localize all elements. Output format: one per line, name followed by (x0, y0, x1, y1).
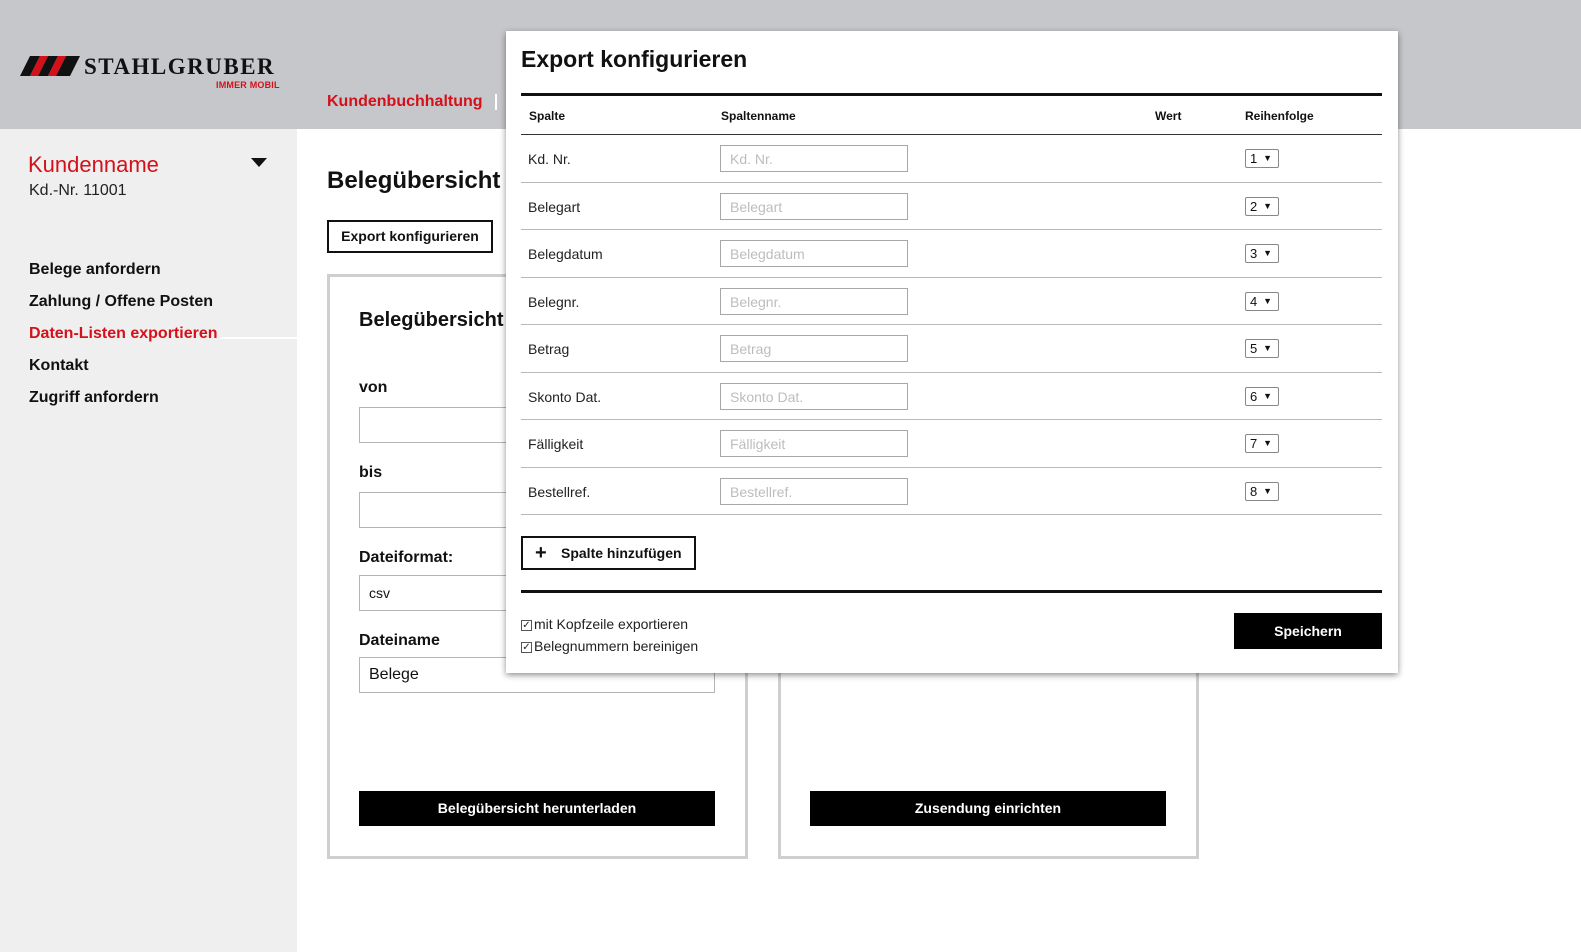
table-row (521, 230, 1382, 278)
delivery-card (778, 660, 1199, 859)
card-title: Belegübersicht (359, 309, 504, 331)
table-row (521, 278, 1382, 326)
order-select[interactable] (1245, 434, 1279, 453)
column-rows (521, 135, 1382, 515)
order-select[interactable] (1245, 244, 1279, 263)
brand-tagline: IMMER MOBIL (216, 80, 280, 90)
dropdown-arrow-icon: ▼ (1263, 295, 1272, 306)
topnav-divider (495, 94, 497, 110)
order-select[interactable] (1245, 197, 1279, 216)
dropdown-arrow-icon: ▼ (1263, 438, 1272, 448)
column-name-input[interactable]: Belegdatum (720, 240, 908, 267)
to-label: bis (359, 464, 383, 481)
download-button[interactable]: Belegübersicht herunterladen (359, 791, 715, 826)
customer-name[interactable]: Kundenname (28, 152, 159, 177)
table-row (521, 183, 1382, 231)
column-label: Belegdatum (528, 246, 603, 262)
save-button[interactable]: Speichern (1234, 613, 1382, 649)
clean-numbers-checkbox-label[interactable]: Belegnummern bereinigen (534, 638, 699, 654)
column-name-input[interactable]: Fälligkeit (720, 430, 908, 457)
column-label: Betrag (528, 341, 570, 357)
order-select[interactable] (1245, 292, 1279, 311)
column-name-input[interactable]: Belegart (720, 193, 908, 220)
sidebar-nav (29, 259, 217, 419)
add-column-button[interactable] (521, 536, 696, 570)
stahlgruber-logo[interactable] (20, 54, 280, 94)
filename-label: Dateiname (359, 632, 440, 649)
order-value: 8 (1250, 483, 1258, 499)
sidebar (0, 129, 297, 952)
column-label: Belegart (528, 198, 581, 215)
column-label: Kd. Nr. (528, 151, 571, 167)
modal-title: Export konfigurieren (521, 46, 748, 72)
dropdown-arrow-icon: ▼ (1263, 153, 1272, 163)
header-wert: Wert (1155, 109, 1182, 123)
setup-delivery-button[interactable]: Zusendung einrichten (810, 791, 1166, 826)
column-label: Fälligkeit (528, 436, 584, 452)
table-row (521, 135, 1382, 183)
add-column-label: Spalte hinzufügen (561, 545, 682, 561)
order-select[interactable] (1245, 149, 1279, 168)
header-reihenfolge: Reihenfolge (1245, 109, 1314, 123)
order-value: 1 (1250, 151, 1258, 166)
format-select[interactable]: csv (359, 575, 715, 611)
dropdown-arrow-icon: ▼ (1263, 390, 1272, 401)
export-configure-button[interactable]: Export konfigurieren (327, 220, 493, 253)
header-spalte: Spalte (529, 109, 566, 123)
sidebar-item-kontakt[interactable]: Kontakt (29, 357, 89, 374)
clean-numbers-checkbox-row (521, 638, 698, 654)
column-label: Skonto Dat. (528, 388, 602, 405)
table-row (521, 468, 1382, 516)
sidebar-item-zahlung[interactable]: Zahlung / Offene Posten (29, 293, 214, 310)
order-value: 4 (1250, 293, 1258, 309)
topnav-item-kundenbuchhaltung[interactable]: Kundenbuchhaltung (327, 93, 483, 110)
column-label: Bestellref. (528, 483, 591, 500)
logo-stripes-icon (20, 56, 80, 76)
header-row-checkbox[interactable]: ✓ (522, 620, 531, 631)
table-header (521, 97, 1382, 135)
order-value: 7 (1250, 436, 1258, 451)
dropdown-arrow-icon: ▼ (1263, 485, 1272, 496)
order-value: 6 (1250, 388, 1258, 404)
header-row-checkbox-label[interactable]: mit Kopfzeile exportieren (534, 616, 689, 632)
customer-number: Kd.-Nr. 11001 (29, 182, 127, 199)
column-name-input[interactable]: Skonto Dat. (720, 383, 908, 410)
sidebar-item-belege-anfordern[interactable]: Belege anfordern (29, 261, 161, 278)
plus-icon: + (535, 542, 547, 564)
column-name-input[interactable]: Betrag (720, 335, 908, 362)
modal-footer-divider (521, 590, 1382, 593)
modal-divider (521, 93, 1382, 96)
sidebar-item-daten-listen[interactable]: Daten-Listen exportieren (29, 325, 218, 342)
column-name-input[interactable]: Kd. Nr. (720, 145, 908, 172)
export-config-modal (506, 31, 1398, 673)
table-row (521, 420, 1382, 468)
order-value: 3 (1250, 246, 1258, 261)
order-select[interactable] (1245, 387, 1279, 406)
order-value: 2 (1250, 198, 1258, 214)
header-row-checkbox-row (521, 616, 688, 632)
order-select[interactable] (1245, 482, 1279, 501)
format-label: Dateiformat: (359, 549, 454, 566)
dropdown-arrow-icon: ▼ (1263, 343, 1272, 353)
column-name-input[interactable]: Bestellref. (720, 478, 908, 505)
brand-name: STAHLGRUBER (84, 54, 276, 79)
order-value: 5 (1250, 341, 1258, 356)
order-select[interactable] (1245, 339, 1279, 358)
filename-input[interactable]: Belege (359, 657, 715, 693)
chevron-down-icon[interactable] (251, 158, 267, 167)
dropdown-arrow-icon: ▼ (1263, 200, 1272, 211)
table-row (521, 373, 1382, 421)
clean-numbers-checkbox[interactable]: ✓ (522, 642, 531, 653)
dropdown-arrow-icon: ▼ (1263, 248, 1272, 258)
column-label: Belegnr. (528, 293, 580, 310)
header-spaltenname: Spaltenname (721, 109, 796, 123)
page-title: Belegübersicht (327, 167, 501, 194)
sidebar-item-zugriff[interactable]: Zugriff anfordern (29, 389, 159, 406)
column-name-input[interactable]: Belegnr. (720, 288, 908, 315)
active-indicator (220, 337, 297, 339)
from-label: von (359, 379, 388, 396)
table-row (521, 325, 1382, 373)
